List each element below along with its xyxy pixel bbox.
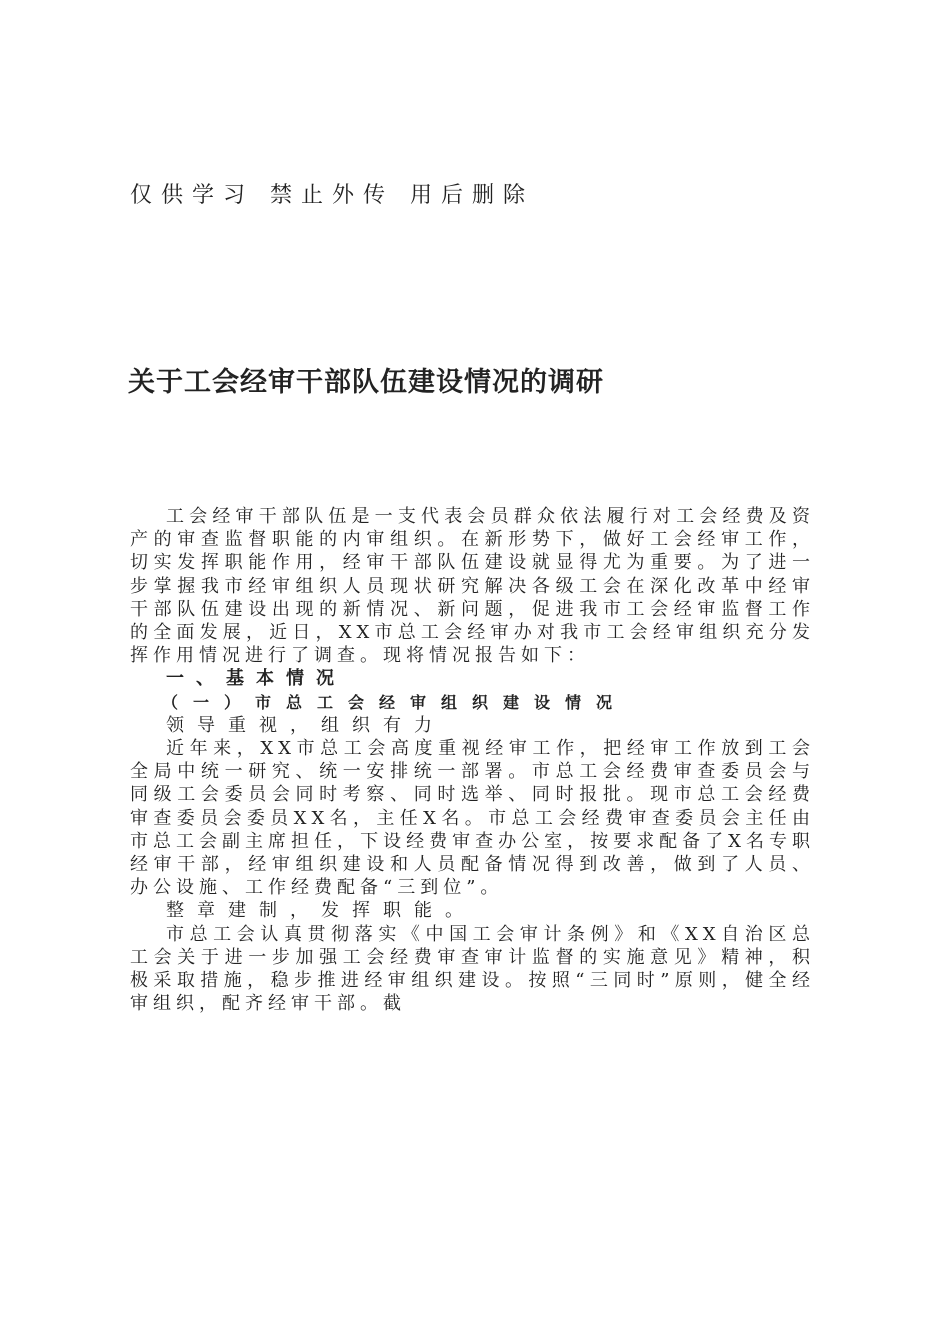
confidentiality-notice: 仅供学习 禁止外传 用后删除 (130, 183, 534, 208)
point-heading-leadership: 领导重视，组织有力 (166, 714, 445, 736)
document-title: 关于工会经审干部队伍建设情况的调研 (128, 367, 604, 398)
subsection-heading-municipal-union: （一）市总工会经审组织建设情况 (162, 692, 628, 712)
section-heading-basic-situation: 一、基本情况 (166, 668, 346, 690)
intro-paragraph: 工会经审干部队伍是一支代表会员群众依法履行对工会经费及资产的审查监督职能的内审组织。在新形势下，做好工会经审工作，切实发挥职能作用，经审干部队伍建设就显得尤为重要。为了进一步掌握我市经审组织人员现状研究解决各级工会在深化改革中经审干部队伍建设出现的新情况、新问题，促进我市工会经审监督工作的全面发展，近日，XX市总工会经审办对我市工会经审组织充分发挥作用情况进行了调查。现将情况报告如下： (130, 506, 815, 667)
body-paragraph: 市总工会认真贯彻落实《中国工会审计条例》和《XX自治区总工会关于进一步加强工会经费审查审计监督的实施意见》精神，积极采取措施，稳步推进经审组织建设。按照“三同时”原则，健全经审组织，配齐经审干部。截 (130, 923, 815, 1015)
body-paragraph: 近年来，XX市总工会高度重视经审工作，把经审工作放到工会全局中统一研究、统一安排统一部署。市总工会经费审查委员会与同级工会委员会同时考察、同时选举、同时报批。现市总工会经费审查委员会委员XX名，主任X名。市总工会经费审查委员会主任由市总工会副主席担任，下设经费审查办公室，按要求配备了X名专职经审干部，经审组织建设和人员配备情况得到改善，做到了人员、办公设施、工作经费配备“三到位”。 (130, 738, 815, 899)
point-heading-regulations: 整章建制，发挥职能。 (166, 900, 476, 922)
document-body (130, 505, 815, 1015)
